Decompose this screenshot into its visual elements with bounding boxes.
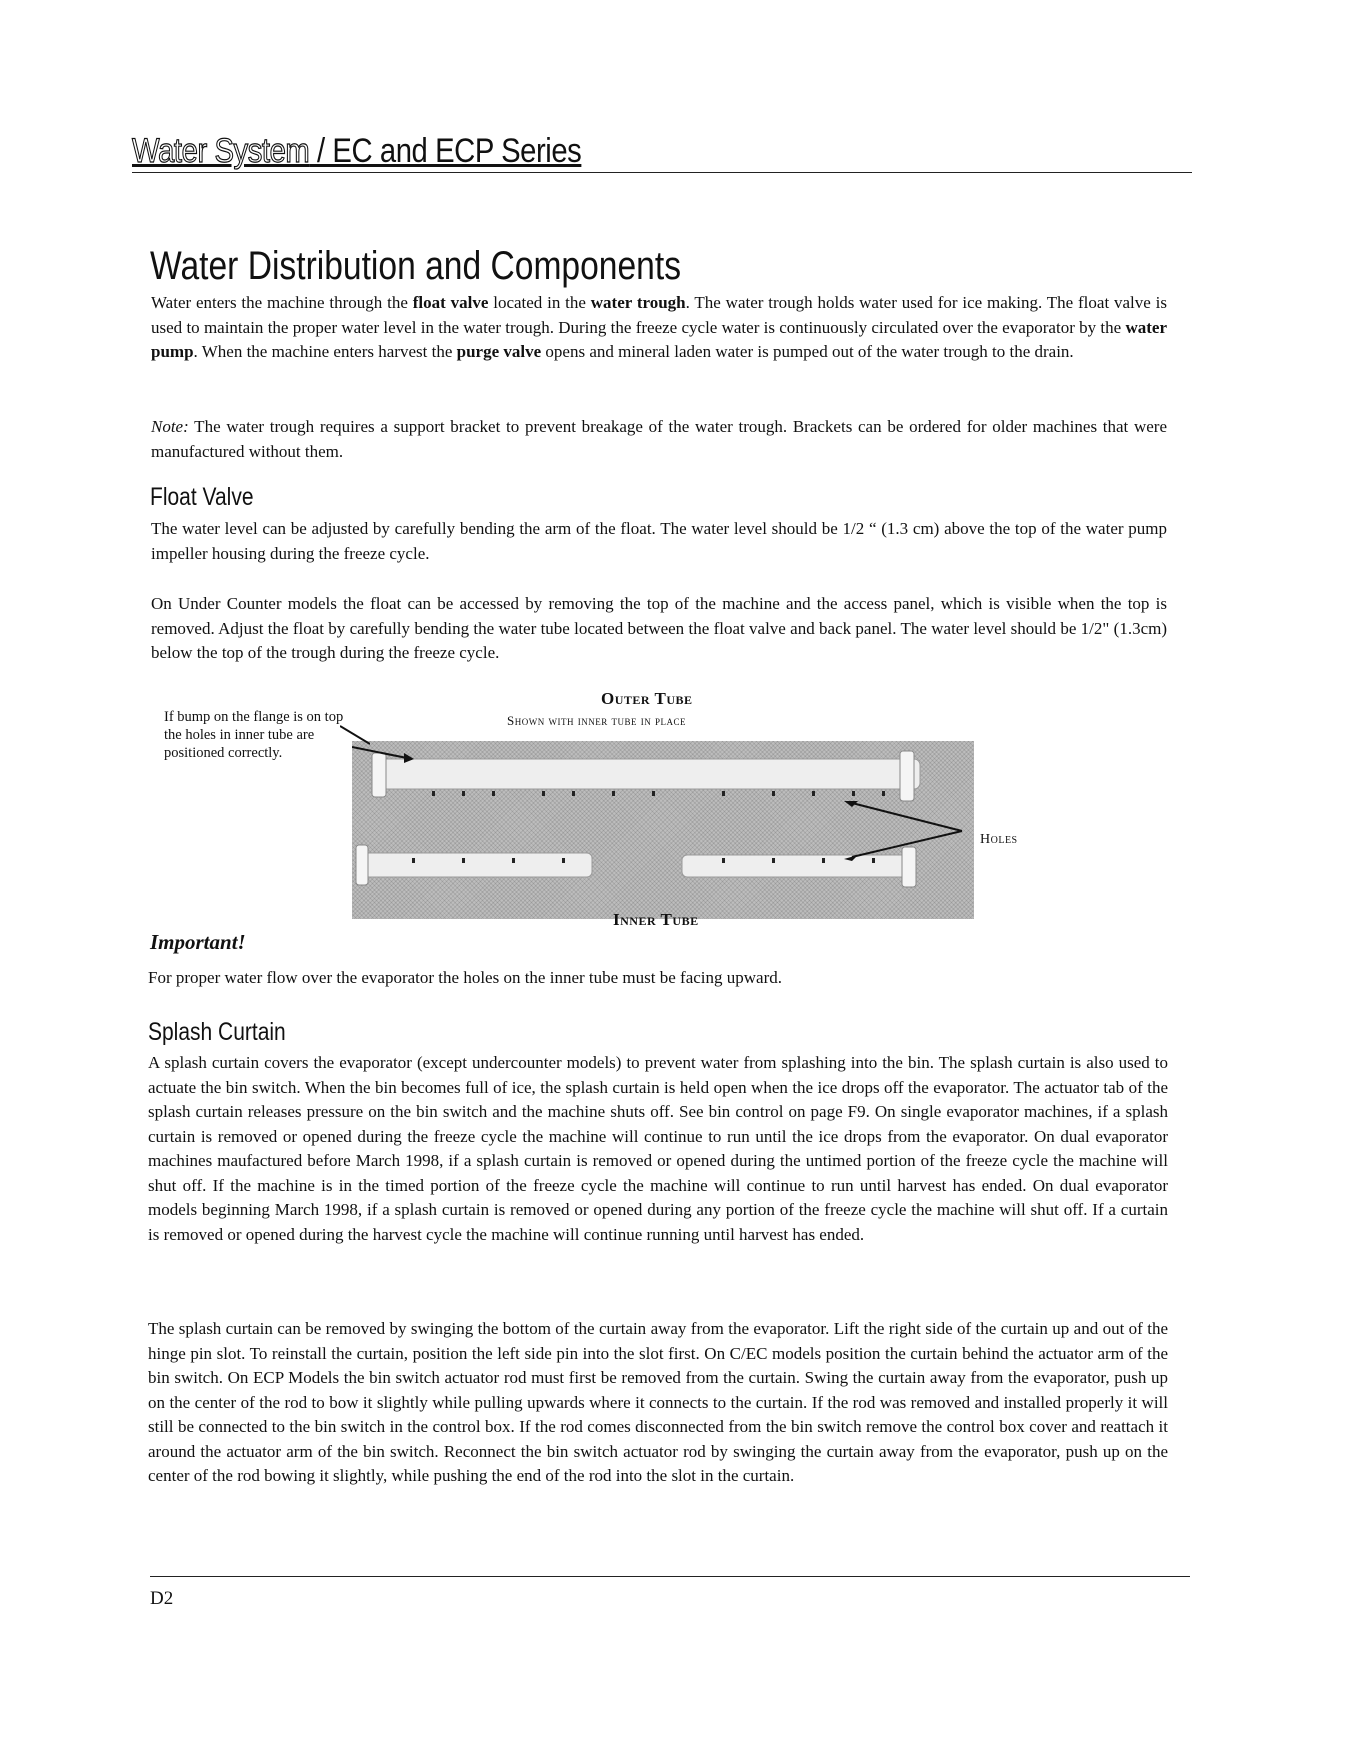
note-text: The water trough requires a support bracket to prevent breakage of the water trough. Brackets can be ordered for older machines that were manufactured without them. <box>151 417 1167 461</box>
float-valve-heading: Float Valve <box>150 483 254 511</box>
figure-subtitle: Shown with inner tube in place <box>507 713 686 728</box>
figure-title: Outer Tube <box>601 689 693 708</box>
header-divider <box>132 172 1192 173</box>
intro-text-4: . When the machine enters harvest the <box>193 342 457 361</box>
tube-photo <box>352 741 974 919</box>
outer-tube-flange <box>372 753 386 797</box>
intro-text-5: opens and mineral laden water is pumped out of the water trough to the drain. <box>541 342 1074 361</box>
figure-callout-flange: If bump on the flange is on top the holes in inner tube are positioned correctly. <box>164 709 344 761</box>
splash-curtain-heading: Splash Curtain <box>148 1018 286 1046</box>
splash-curtain-paragraph-1: A splash curtain covers the evaporator (except undercounter models) to prevent water from splashing into the bin. The splash curtain is also used to actuate the bin switch. When the bin becomes full of ice, the splash curtain is held open when the ice drops off the evaporator. The actuator tab of the splash curtain releases pressure on the bin switch and the machine shuts off. See bin control on page F9. On single evaporator machines, if a splash curtain is removed or opened during the freeze cycle the machine will continue to run until the ice drops from the evaporator. On dual evaporator machines maufactured before March 1998, if a splash curtain is removed or opened during the untimed portion of the freeze cycle the machine will shut off. If the machine is in the timed portion of the freeze cycle the machine will continue to run until harvest has ended. On dual evaporator models beginning March 1998, if a splash curtain is removed or opened during any portion of the freeze cycle the machine will shut off. If a curtain is removed or opened during the harvest cycle the machine will continue running until harvest has ended. <box>148 1053 1168 1244</box>
inner-tube-right-end <box>902 847 916 887</box>
splash-curtain-paragraph-2: The splash curtain can be removed by swinging the bottom of the curtain away from the evaporator. Lift the right side of the curtain up and out of the hinge pin slot. To reinstall the curtain, position the left side pin into the slot first. On C/EC models position the curtain behind the actuator arm of the bin switch. On ECP Models the bin switch actuator rod must first be removed from the curtain. Swing the curtain away from the evaporator, push up on the center of the rod to bow it slightly while pulling upwards where it connects to the curtain. If the rod was removed and installed properly it will still be connected to the bin switch in the control box. If the rod comes disconnected from the bin switch remove the control box cover and reattach it around the actuator arm of the bin switch. Reconnect the bin switch actuator rod by swinging the curtain away from the evaporator, push up on the center of the rod bowing it slightly, while pushing the end of the rod into the slot in the curtain. <box>148 1319 1168 1485</box>
note-label: Note: <box>151 417 189 436</box>
tube-illustration <box>352 741 974 919</box>
holes-arrow-upper <box>852 803 962 831</box>
intro-text-3: . The water trough holds water used for ice making. The float valve is used to maintain the proper water level in the water trough. During the freeze cycle water is continuously circulated over the evaporator by the <box>151 293 1167 337</box>
header-title <box>132 132 1044 171</box>
inner-tube-left-flange <box>356 845 368 885</box>
outer-tube-end-cap <box>900 751 914 801</box>
inner-tube-left <box>362 853 592 877</box>
intro-paragraph <box>151 291 1167 365</box>
float-valve-paragraph-2: On Under Counter models the float can be accessed by removing the top of the machine and the access panel, which is visible when the top is removed. Adjust the float by carefully bending the water tube located between the float valve and back panel. The water level should be 1/2" (1.3cm) below the top of the trough during the freeze cycle. <box>151 594 1167 662</box>
footer-divider <box>150 1576 1190 1577</box>
term-water-pump: water pump <box>151 317 1167 361</box>
header-title-outline: Water System <box>132 132 310 170</box>
page-number: D2 <box>150 1588 174 1609</box>
note-paragraph <box>151 415 1167 464</box>
header-title-series: / EC and ECP Series <box>309 132 582 170</box>
page-title: Water Distribution and Components <box>150 244 682 288</box>
inner-tube-label: Inner Tube <box>613 910 699 929</box>
outer-tube-shape <box>376 759 920 789</box>
float-valve-paragraph-1: The water level can be adjusted by carefully bending the arm of the float. The water level should be 1/2 “ (1.3 cm) above the top of the water pump impeller housing during the freeze cycle. <box>151 519 1167 563</box>
term-water-trough: water trough <box>590 293 686 312</box>
important-label: Important! <box>150 930 246 954</box>
important-text: For proper water flow over the evaporator the holes on the inner tube must be facing upward. <box>148 968 782 987</box>
term-float-valve: float valve <box>412 293 489 312</box>
outer-tube-holes <box>432 791 885 796</box>
holes-label: Holes <box>980 832 1018 847</box>
inner-tube-right <box>682 855 916 877</box>
intro-text-2: located in the <box>488 293 591 312</box>
intro-text-1: Water enters the machine through the <box>151 293 413 312</box>
callout-leader-line <box>340 724 370 746</box>
term-purge-valve: purge valve <box>456 342 542 361</box>
